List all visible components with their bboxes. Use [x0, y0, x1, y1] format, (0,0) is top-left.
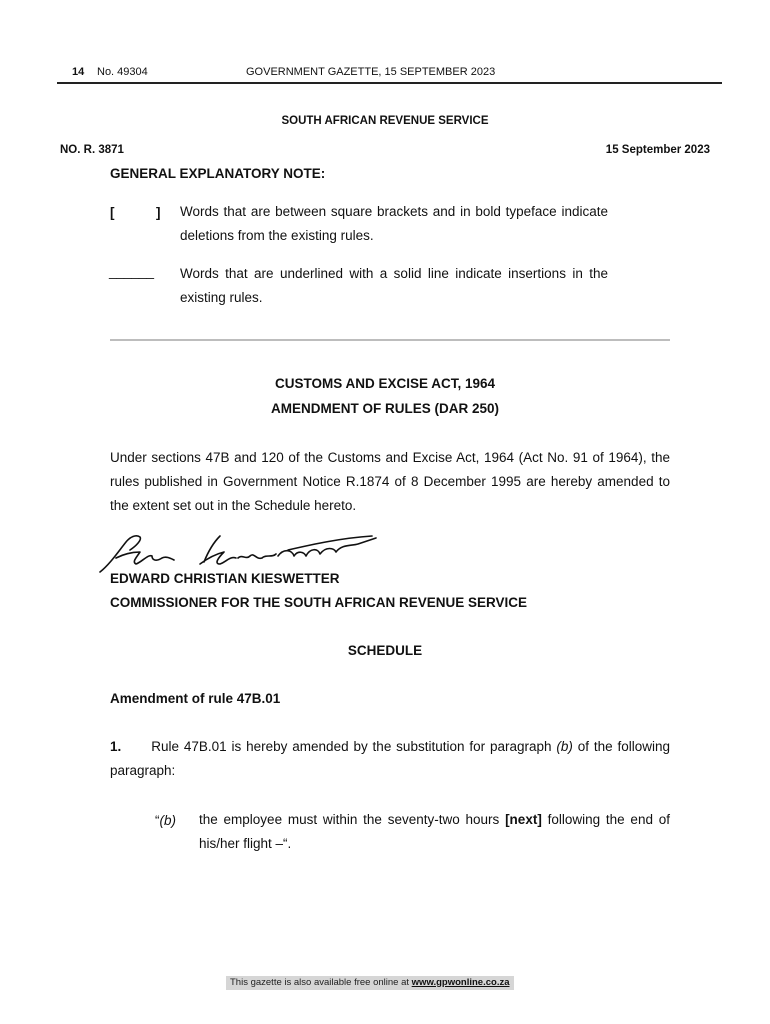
- quote-text-b: following the end of his/her flight –“.: [199, 812, 670, 851]
- quoted-paragraph: [199, 808, 670, 856]
- underline-symbol: ______: [109, 264, 155, 279]
- signatory-title: COMMISSIONER FOR THE SOUTH AFRICAN REVENUE SERVICE: [110, 595, 528, 610]
- issuer-heading: SOUTH AFRICAN REVENUE SERVICE: [281, 115, 489, 127]
- quote-deleted-text: [next]: [505, 812, 542, 827]
- notice-date: 15 September 2023: [605, 144, 710, 156]
- explanatory-note-heading: GENERAL EXPLANATORY NOTE:: [110, 166, 326, 181]
- item-number: 1.: [110, 739, 122, 754]
- footer-banner: [226, 976, 514, 990]
- item-text-b: of the following paragraph:: [110, 739, 670, 778]
- schedule-heading: SCHEDULE: [347, 643, 423, 658]
- footer-text: This gazette is also available free online at: [230, 977, 412, 988]
- page-number: 14: [72, 66, 85, 78]
- section-divider: [110, 339, 670, 341]
- schedule-subheading: Amendment of rule 47B.01: [110, 691, 281, 706]
- header-rule: [57, 82, 722, 84]
- preamble-paragraph: Under sections 47B and 120 of the Customs and Excise Act, 1964 (Act No. 91 of 1964), the rules published in Government Notice R.1874 of 8 December 1995 are hereby amended to the extent set out in the Schedule hereto.: [110, 450, 670, 513]
- bracket-open-symbol: [: [110, 205, 115, 220]
- quote-label: [155, 813, 176, 828]
- issue-number: No. 49304: [97, 66, 148, 78]
- notice-number: NO. R. 3871: [60, 144, 124, 156]
- deletions-explanation: Words that are between square brackets and in bold typeface indicate deletions from the existing rules.: [180, 204, 608, 243]
- signatory-name: EDWARD CHRISTIAN KIESWETTER: [110, 571, 340, 586]
- gazette-title: GOVERNMENT GAZETTE, 15 SEPTEMBER 2023: [246, 66, 496, 78]
- insertions-explanation: Words that are underlined with a solid line indicate insertions in the existing rules.: [180, 266, 608, 305]
- quote-open: “: [155, 813, 160, 828]
- bracket-close-symbol: ]: [156, 205, 161, 220]
- quote-text-a: the employee must within the seventy-two hours: [199, 812, 506, 827]
- item-text-em: (b): [556, 739, 573, 754]
- amendment-item: [110, 735, 670, 783]
- footer-link[interactable]: www.gpwonline.co.za: [411, 977, 510, 988]
- amendment-title: AMENDMENT OF RULES (DAR 250): [270, 401, 499, 416]
- item-text-a: Rule 47B.01 is hereby amended by the substitution for paragraph: [151, 739, 557, 754]
- quote-label-text: (b): [159, 813, 176, 828]
- act-title: CUSTOMS AND EXCISE ACT, 1964: [274, 376, 496, 391]
